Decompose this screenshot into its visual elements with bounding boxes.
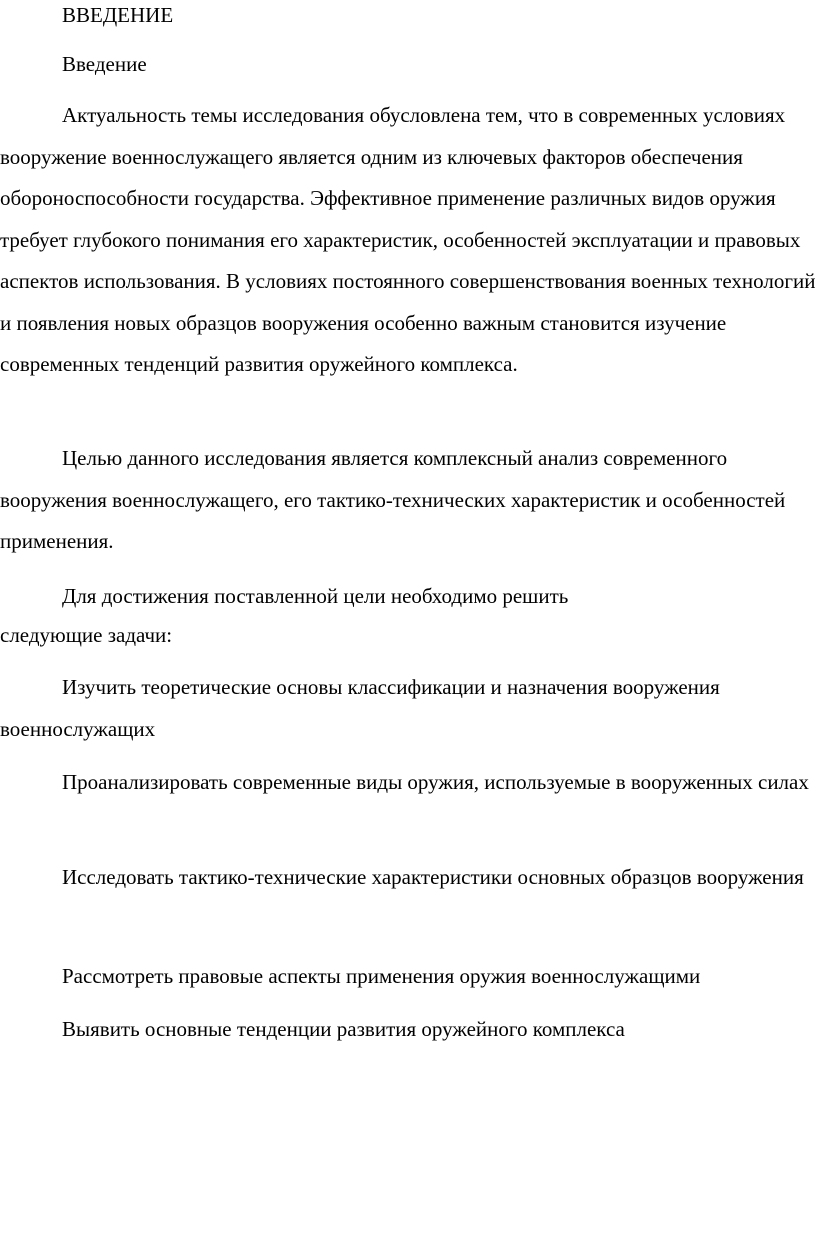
task-item-3: Исследовать тактико-технические характеристики основных образцов вооружения	[62, 865, 804, 889]
tasks-intro-line-1: Для достижения поставленной цели необходимо решить	[62, 584, 569, 608]
task-item-4: Рассмотреть правовые аспекты применения оружия военнослужащими	[62, 964, 701, 988]
task-item-5: Выявить основные тенденции развития оружейного комплекса	[62, 1017, 625, 1041]
subtitle: Введение	[62, 52, 147, 76]
tasks-intro-line-2: следующие задачи:	[0, 623, 173, 647]
paragraph-goal: Целью данного исследования является комплексный анализ современного вооружения военнослужащего, его тактико-технических характеристик и особенностей применения.	[0, 446, 786, 553]
section-title: ВВЕДЕНИЕ	[62, 3, 174, 27]
paragraph-relevance: Актуальность темы исследования обусловлена тем, что в современных условиях вооружение военнослужащего является одним из ключевых факторов обеспечения обороноспособности государства. Эффективное применение различных видов оружия требует глубокого понимания его характеристик, особенностей эксплуатации и правовых аспектов использования. В условиях постоянного совершенствования военных технологий и появления новых образцов вооружения особенно важным становится изучение современных тенденций развития оружейного комплекса.	[0, 103, 816, 376]
task-item-1: Изучить теоретические основы классификации и назначения вооружения военнослужащих	[0, 675, 720, 741]
task-item-2: Проанализировать современные виды оружия, используемые в вооруженных силах	[62, 770, 809, 794]
